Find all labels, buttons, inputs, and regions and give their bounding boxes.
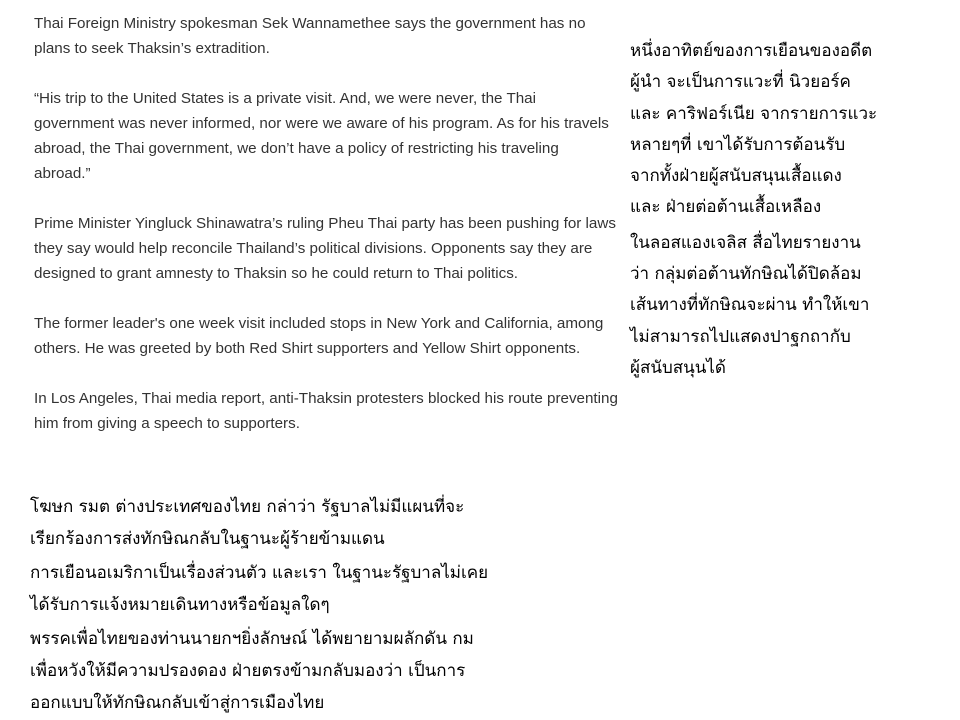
english-paragraph-5: In Los Angeles, Thai media report, anti-Thaksin protesters blocked his route preventing him from giving a speech to supporters. xyxy=(34,390,618,432)
thai-translation-right xyxy=(630,36,955,384)
thai-bottom-line-5: พรรคเพื่อไทยของท่านนายกฯยิ่งลักษณ์ ได้พยายามผลักดัน กม xyxy=(30,629,474,649)
thai-right-line-1: หนึ่งอาทิตย์ของการเยือนของอดีต xyxy=(630,41,873,61)
thai-right-line-11: ผู้สนับสนุนได้ xyxy=(630,357,726,378)
thai-bottom-line-7: ออกแบบให้ทักษิณกลับเข้าสู่การเมืองไทย xyxy=(30,693,325,713)
thai-right-line-9: เส้นทางที่ทักษิณจะผ่าน ทำให้เขา xyxy=(630,295,870,316)
thai-right-line-2: ผู้นำ จะเป็นการแวะที่ นิวยอร์ค xyxy=(630,72,851,93)
english-paragraph-3: Prime Minister Yingluck Shinawatra’s ruling Pheu Thai party has been pushing for laws they say would help reconcile Thailand’s political divisions. Opponents say they are designed to grant amnesty to Thaksin so he could return to Thai politics. xyxy=(34,215,616,282)
thai-right-line-3: และ คาริฟอร์เนีย จากรายการแวะ xyxy=(630,103,878,124)
thai-right-line-10: ไม่สามารถไปแสดงปาฐกถากับ xyxy=(630,326,851,347)
thai-right-line-4: หลายๆที่ เขาได้รับการต้อนรับ xyxy=(630,134,846,155)
english-paragraph-2: “His trip to the United States is a private visit. And, we were never, the Thai government was never informed, nor were we aware of his program. As for his travels abroad, the Thai government, we don’t have a policy of restricting his traveling abroad.” xyxy=(34,90,609,182)
english-paragraph-1: Thai Foreign Ministry spokesman Sek Wannamethee says the government has no plans to seek Thaksin’s extradition. xyxy=(34,15,586,57)
thai-bottom-line-6: เพื่อหวังให้มีความปรองดอง ฝ่ายตรงข้ามกลับมองว่า เป็นการ xyxy=(30,661,466,681)
thai-right-line-7: ในลอสแองเจลิส สื่อไทยรายงาน xyxy=(630,232,861,253)
english-article-text xyxy=(34,11,619,436)
thai-right-line-8: ว่า กลุ่มต่อต้านทักษิณได้ปิดล้อม xyxy=(630,264,862,285)
thai-bottom-line-2: เรียกร้องการส่งทักษิณกลับในฐานะผู้ร้ายข้ามแดน xyxy=(30,529,385,549)
thai-translation-bottom xyxy=(30,491,630,719)
thai-right-line-6: และ ฝ่ายต่อต้านเสื้อเหลือง xyxy=(630,197,822,218)
thai-bottom-line-4: ได้รับการแจ้งหมายเดินทางหรือข้อมูลใดๆ xyxy=(30,595,330,615)
thai-bottom-line-3: การเยือนอเมริกาเป็นเรื่องส่วนตัว และเรา ในฐานะรัฐบาลไม่เคย xyxy=(30,563,489,583)
thai-right-line-5: จากทั้งฝ่ายผู้สนับสนุนเสื้อแดง xyxy=(630,166,842,187)
thai-bottom-line-1: โฆษก รมต ต่างประเทศของไทย กล่าว่า รัฐบาลไม่มีแผนที่จะ xyxy=(30,497,465,517)
english-paragraph-4: The former leader's one week visit included stops in New York and California, among others. He was greeted by both Red Shirt supporters and Yellow Shirt opponents. xyxy=(34,315,604,357)
